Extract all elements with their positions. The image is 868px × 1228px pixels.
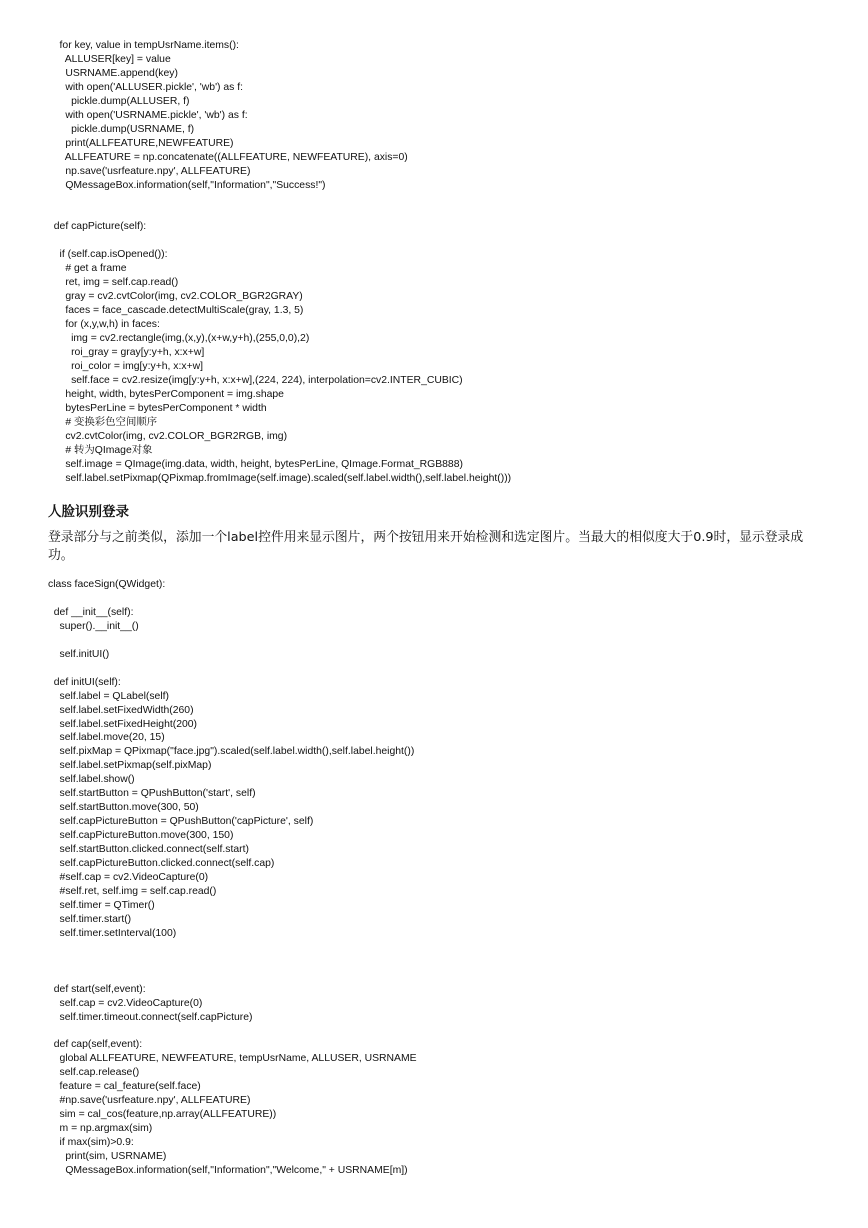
code-line: np.save('usrfeature.npy', ALLFEATURE) [48, 165, 251, 177]
code-line: self.timer = QTimer() [48, 899, 155, 911]
code-line: self.pixMap = QPixmap("face.jpg").scaled(self.label.width(),self.label.height()) [48, 746, 415, 758]
code-line: class faceSign(QWidget): [48, 579, 166, 590]
code-line: roi_gray = gray[y:y+h, x:x+w] [48, 346, 205, 358]
code-line: def start(self,event): [48, 983, 146, 995]
code-line: print(sim, USRNAME) [48, 1151, 167, 1163]
code-line: super().__init__() [48, 620, 139, 632]
code-line: self.label.show() [48, 774, 135, 786]
code-line: feature = cal_feature(self.face) [48, 1081, 201, 1093]
code-line [48, 192, 868, 206]
code-line: self.cap.release() [48, 1067, 140, 1079]
code-line: self.capPictureButton = QPushButton('capPicture', self) [48, 816, 314, 828]
code-line [48, 592, 868, 606]
code-block-top [48, 39, 868, 486]
code-line: self.label.setPixmap(self.pixMap) [48, 760, 212, 772]
code-line: with open('USRNAME.pickle', 'wb') as f: [48, 109, 248, 121]
code-line: #self.cap = cv2.VideoCapture(0) [48, 872, 209, 884]
code-line: with open('ALLUSER.pickle', 'wb') as f: [48, 81, 244, 93]
code-line [48, 206, 868, 220]
code-line: # 转为QImage对象 [48, 444, 153, 456]
section-heading: 人脸识别登录 [48, 504, 129, 520]
code-line [48, 634, 868, 648]
code-line: self.label.setPixmap(QPixmap.fromImage(self.image).scaled(self.label.width(),self.label.height())) [48, 472, 512, 484]
code-line: # 变换彩色空间顺序 [48, 416, 158, 428]
section-paragraph: 登录部分与之前类似，添加一个label控件用来显示图片，两个按钮用来开始检测和选定图片。当最大的相似度大于0.9时，显示登录成功。 [48, 530, 804, 563]
code-line: self.timer.start() [48, 913, 132, 925]
code-line: def cap(self,event): [48, 1039, 143, 1051]
code-line [48, 662, 868, 676]
code-line: self.label.setFixedWidth(260) [48, 704, 194, 716]
code-line: cv2.cvtColor(img, cv2.COLOR_BGR2RGB, img) [48, 430, 288, 442]
code-line: img = cv2.rectangle(img,(x,y),(x+w,y+h),(255,0,0),2) [48, 333, 310, 345]
code-line: self.capPictureButton.clicked.connect(self.cap) [48, 858, 275, 870]
code-line: ret, img = self.cap.read() [48, 277, 179, 289]
code-line: bytesPerLine = bytesPerComponent * width [48, 402, 267, 414]
code-line: global ALLFEATURE, NEWFEATURE, tempUsrName, ALLUSER, USRNAME [48, 1053, 417, 1065]
code-line: print(ALLFEATURE,NEWFEATURE) [48, 137, 234, 149]
code-line [48, 969, 868, 983]
code-line [48, 941, 868, 955]
code-line: sim = cal_cos(feature,np.array(ALLFEATURE)) [48, 1109, 277, 1121]
code-line: self.timer.timeout.connect(self.capPicture) [48, 1011, 253, 1023]
code-line: self.image = QImage(img.data, width, height, bytesPerLine, QImage.Format_RGB888) [48, 458, 463, 470]
code-line: self.label.setFixedHeight(200) [48, 718, 198, 730]
code-line: if (self.cap.isOpened()): [48, 249, 168, 261]
code-block-bottom [48, 578, 868, 1178]
code-line [48, 955, 868, 969]
code-line: # get a frame [48, 263, 127, 275]
code-line: height, width, bytesPerComponent = img.shape [48, 388, 284, 400]
code-line: self.startButton = QPushButton('start', self) [48, 788, 256, 800]
code-line: self.label = QLabel(self) [48, 690, 169, 702]
code-line: if max(sim)>0.9: [48, 1137, 134, 1149]
code-line: ALLFEATURE = np.concatenate((ALLFEATURE, NEWFEATURE), axis=0) [48, 151, 408, 163]
code-line: def __init__(self): [48, 606, 134, 618]
code-line: self.timer.setInterval(100) [48, 927, 177, 939]
code-line: def initUI(self): [48, 676, 121, 688]
code-line: for key, value in tempUsrName.items(): [48, 40, 239, 51]
code-line: ALLUSER[key] = value [48, 53, 171, 65]
code-line: self.cap = cv2.VideoCapture(0) [48, 997, 203, 1009]
code-line: def capPicture(self): [48, 221, 147, 233]
code-line: for (x,y,w,h) in faces: [48, 319, 160, 331]
code-line: #self.ret, self.img = self.cap.read() [48, 885, 217, 897]
code-line: self.initUI() [48, 648, 110, 660]
code-line: gray = cv2.cvtColor(img, cv2.COLOR_BGR2GRAY) [48, 291, 303, 303]
code-line: QMessageBox.information(self,"Information","Success!") [48, 179, 326, 191]
code-line: pickle.dump(USRNAME, f) [48, 123, 195, 135]
code-line: m = np.argmax(sim) [48, 1123, 153, 1135]
code-line: pickle.dump(ALLUSER, f) [48, 95, 190, 107]
code-line: self.capPictureButton.move(300, 150) [48, 830, 234, 842]
code-line: self.label.move(20, 15) [48, 732, 165, 744]
code-line [48, 1025, 868, 1039]
code-line: self.startButton.clicked.connect(self.start) [48, 844, 249, 856]
code-line: self.face = cv2.resize(img[y:y+h, x:x+w],(224, 224), interpolation=cv2.INTER_CUBIC) [48, 374, 463, 386]
code-line: faces = face_cascade.detectMultiScale(gray, 1.3, 5) [48, 305, 304, 317]
code-line [48, 234, 868, 248]
code-line: self.startButton.move(300, 50) [48, 802, 199, 814]
code-line: #np.save('usrfeature.npy', ALLFEATURE) [48, 1095, 251, 1107]
code-line: roi_color = img[y:y+h, x:x+w] [48, 360, 204, 372]
code-line: QMessageBox.information(self,"Information","Welcome," + USRNAME[m]) [48, 1165, 408, 1177]
code-line: USRNAME.append(key) [48, 67, 178, 79]
